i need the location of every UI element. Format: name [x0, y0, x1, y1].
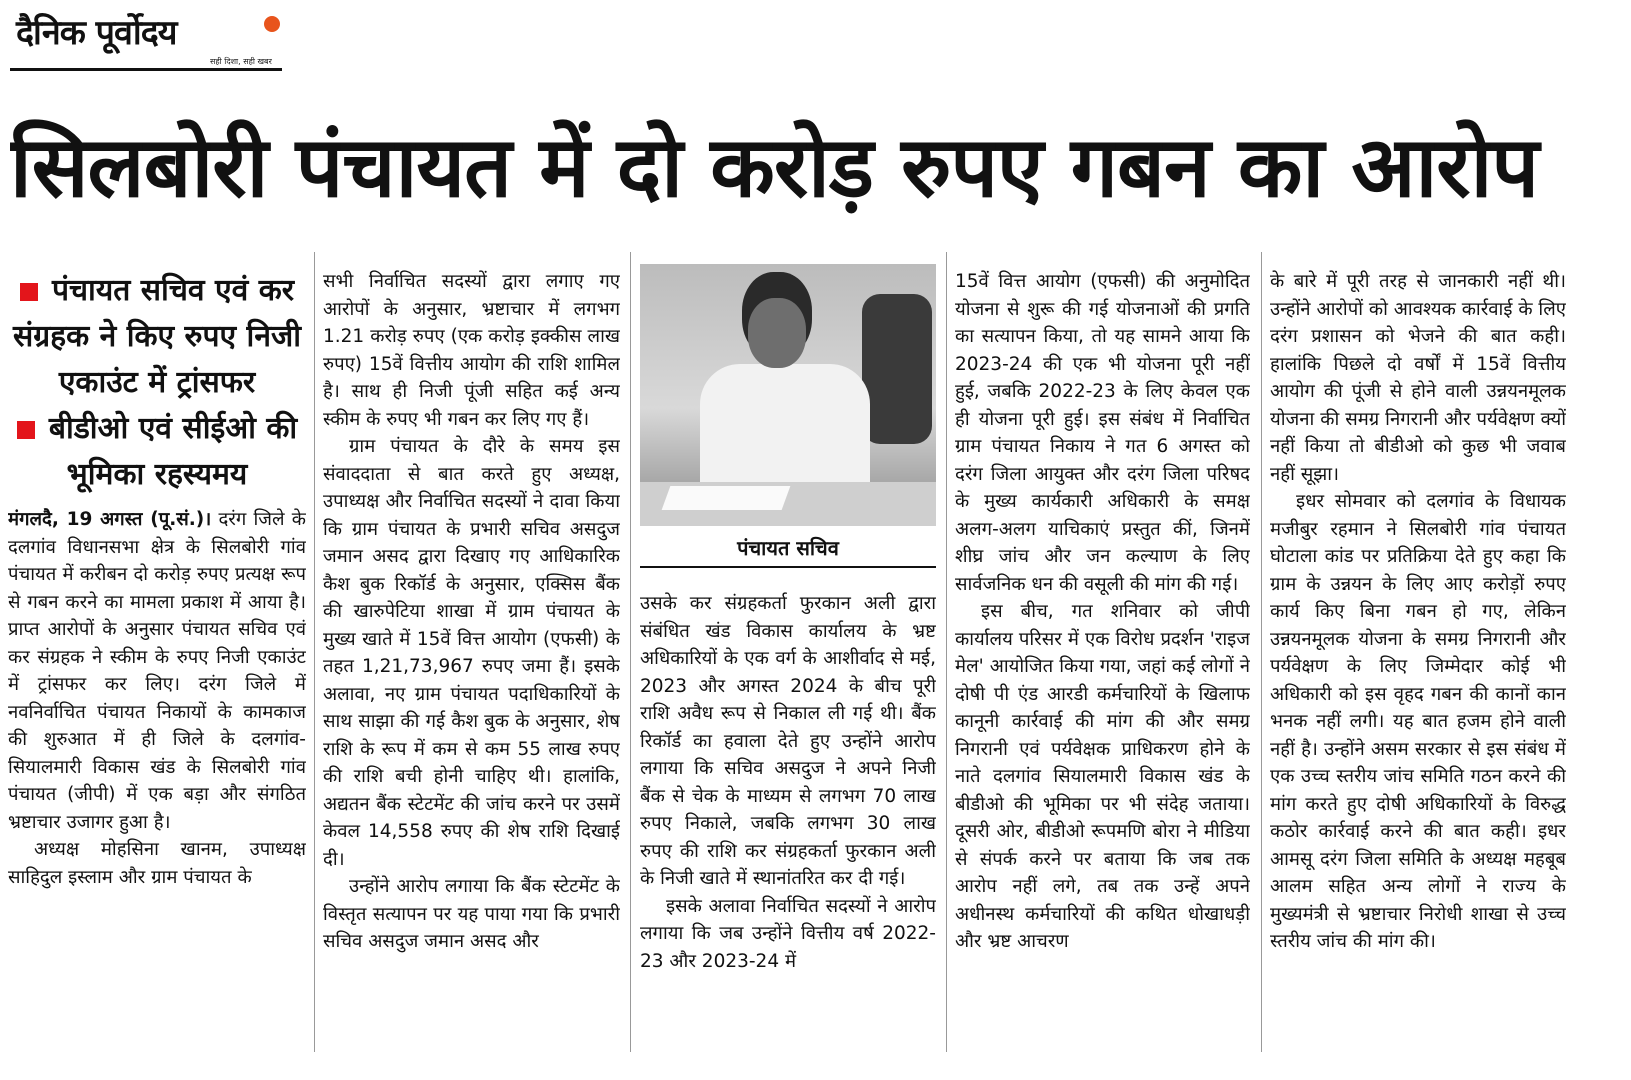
bullet-square-icon — [20, 283, 38, 301]
article-paragraph: इसके अलावा निर्वाचित सदस्यों ने आरोप लगाया कि जब उन्होंने वित्तीय वर्ष 2022-23 और 2023-24 में — [640, 895, 936, 972]
article-paragraph: अध्यक्ष मोहसिना खानम, उपाध्यक्ष साहिदुल इस्लाम और ग्राम पंचायत के — [8, 839, 306, 888]
secretary-photo — [640, 264, 936, 526]
article-paragraph: के बारे में पूरी तरह से जानकारी नहीं थी। उन्होंने आरोपों को आवश्यक कार्रवाई के लिए दरंग प्रशासन को भेजने की बात कही। हालांकि पिछले दो वर्षों में 15वें वित्तीय आयोग की पूंजी से होने वाली उन्नयनमूलक योजना की समग्र निगरानी और पर्यवेक्षण क्यों नहीं किया तो बीडीओ को कुछ भी जवाब नहीं सूझा। — [1270, 271, 1566, 485]
article-paragraph: उसके कर संग्रहकर्ता फुरकान अली द्वारा संबंधित खंड विकास कार्यालय के भ्रष्ट अधिकारियों के एक वर्ग के आशीर्वाद से मई, 2023 और अगस्त 2024 के बीच पूरी राशि अवैध रूप से निकाल ली गई थी। बैंक रिकॉर्ड का हवाला देते हुए उन्होंने आरोप लगाया कि सचिव असदुज ने अपने निजी बैंक से चेक के माध्यम से लगभग 70 लाख रुपए निकाले, जबकि लगभग 30 लाख रुपए की राशि कर संग्रहकर्ता फुरकान अली के निजी खाते में स्थानांतरित कर दी गई। — [640, 593, 936, 889]
subheadline-item-1: पंचायत सचिव एवं कर संग्रहक ने किए रुपए निजी एकाउंट में ट्रांसफर — [12, 273, 302, 400]
dateline: मंगलदै, 19 अगस्त (पू.सं.)। — [8, 509, 212, 530]
article-paragraph: उन्होंने आरोप लगाया कि बैंक स्टेटमेंट के विस्तृत सत्यापन पर यह पाया गया कि प्रभारी सचिव असदुज जमान असद और — [323, 876, 620, 952]
bullet-square-icon — [17, 421, 35, 439]
column-divider — [314, 252, 315, 1052]
newspaper-tagline: सही दिशा, सही खबर — [210, 57, 272, 66]
subheadline-item-2: बीडीओ एवं सीईओ की भूमिका रहस्यमय — [8, 406, 306, 498]
article-paragraph: ग्राम पंचायत के दौरे के समय इस संवाददाता से बात करते हुए अध्यक्ष, उपाध्यक्ष और निर्वाचित सदस्यों ने दावा किया कि ग्राम पंचायत के प्रभारी सचिव असदुज जमान असद द्वारा दिखाए गए आधिकारिक कैश बुक रिकॉर्ड के अनुसार, एक्सिस बैंक की खारुपेटिया शाखा में ग्राम पंचायत के मुख्य खाते में 15वें वित्त आयोग (एफसी) के तहत 1,21,73,967 रुपए जमा हैं। इसके अलावा, नए ग्राम पंचायत पदाधिकारियों के साथ साझा की गई कैश बुक के अनुसार, शेष राशि के रूप में कम से कम 55 लाख रुपए की राशि बची होनी चाहिए थी। हालांकि, अद्यतन बैंक स्टेटमेंट की जांच करने पर उसमें केवल 14,558 रुपए की शेष राशि दिखाई दी। — [323, 436, 620, 870]
column-divider — [630, 252, 631, 1052]
photo-caption: पंचायत सचिव — [640, 530, 936, 568]
article-column-4 — [955, 268, 1250, 1068]
masthead-sun-icon — [264, 16, 280, 32]
column-divider — [946, 252, 947, 1052]
masthead — [10, 6, 282, 72]
page-headline: सिलबोरी पंचायत में दो करोड़ रुपए गबन का आरोप — [10, 118, 1539, 216]
newspaper-name: दैनिक पूर्वोदय — [16, 13, 177, 53]
article-column-2 — [323, 268, 620, 1068]
article-column-1 — [8, 268, 306, 1068]
article-paragraph: इधर सोमवार को दलगांव के विधायक मजीबुर रहमान ने सिलबोरी गांव पंचायत घोटाला कांड पर प्रतिक्रिया देते हुए कहा कि ग्राम के उन्नयन के लिए आए करोड़ों रुपए कार्य किए बिना गबन हो गए, लेकिन उन्नयनमूलक योजना के समग्र निगरानी और पर्यवेक्षण के लिए जिम्मेदार कोई भी अधिकारी को इस वृहद गबन की कानों कान भनक नहीं लगी। यह बात हजम होने वाली नहीं है। उन्होंने असम सरकार से इस संबंध में एक उच्च स्तरीय जांच समिति गठन करने की मांग करते हुए दोषी अधिकारियों के विरुद्ध कठोर कार्रवाई करने की बात कही। इधर आमसू दरंग जिला समिति के अध्यक्ष महबूब आलम सहित अन्य लोगों ने राज्य के मुख्यमंत्री से भ्रष्टाचार निरोधी शाखा से उच्च स्तरीय जांच की मांग की। — [1270, 491, 1566, 952]
article-paragraph: इस बीच, गत शनिवार को जीपी कार्यालय परिसर में एक विरोध प्रदर्शन 'राइज मेल' आयोजित किया गया, जहां कई लोगों ने दोषी पी एंड आरडी कर्मचारियों के खिलाफ कानूनी कार्रवाई की मांग की और समग्र निगरानी एवं पर्यवेक्षक प्राधिकरण होने के नाते दलगांव सियालमारी विकास खंड के बीडीओ की भूमिका पर भी संदेह जताया। दूसरी ओर, बीडीओ रूपमणि बोरा ने मीडिया से संपर्क करने पर बताया कि जब तक आरोप नहीं लगे, तब तक उन्हें अपने अधीनस्थ कर्मचारियों की कथित धोखाधड़ी और भ्रष्ट आचरण — [955, 601, 1250, 952]
article-column-3 — [640, 590, 936, 1070]
subheadline — [8, 268, 306, 498]
column-divider — [1261, 252, 1262, 1052]
article-paragraph: 15वें वित्त आयोग (एफसी) की अनुमोदित योजना से शुरू की गई योजनाओं की प्रगति का सत्यापन किया, तो यह सामने आया कि 2023-24 की एक भी योजना पूरी नहीं हुई, जबकि 2022-23 के लिए केवल एक ही योजना पूरी हुई। इस संबंध में निर्वाचित ग्राम पंचायत निकाय ने गत 6 अगस्त को दरंग जिला आयुक्त और दरंग जिला परिषद के मुख्य कार्यकारी अधिकारी के समक्ष अलग-अलग याचिकाएं प्रस्तुत कीं, जिनमें शीघ्र जांच और जन कल्याण के लिए सार्वजनिक धन की वसूली की मांग की गई। — [955, 271, 1250, 595]
masthead-rule — [10, 68, 282, 71]
article-paragraph: मंगलदै, 19 अगस्त (पू.सं.)। दरंग जिले के दलगांव विधानसभा क्षेत्र के सिलबोरी गांव पंचायत में करीबन दो करोड़ रुपए प्रत्यक्ष रूप से गबन करने का मामला प्रकाश में आया है। प्राप्त आरोपों के अनुसार पंचायत सचिव एवं कर संग्रहक ने स्कीम के रुपए निजी एकाउंट में ट्रांसफर कर लिए। दरंग जिले में नवनिर्वाचित पंचायत निकायों के कामकाज की शुरुआत में ही जिले के दलगांव-सियालमारी विकास खंड के सिलबोरी गांव पंचायत (जीपी) में एक बड़ा और संगठित भ्रष्टाचार उजागर हुआ है। — [8, 509, 306, 833]
article-column-5 — [1270, 268, 1566, 1068]
article-paragraph: सभी निर्वाचित सदस्यों द्वारा लगाए गए आरोपों के अनुसार, भ्रष्टाचार में लगभग 1.21 करोड़ रुपए (एक करोड़ इक्कीस लाख रुपए) 15वें वित्तीय आयोग की राशि शामिल है। साथ ही निजी पूंजी सहित कई अन्य स्कीम के रुपए भी गबन कर लिए गए हैं। — [323, 271, 620, 430]
